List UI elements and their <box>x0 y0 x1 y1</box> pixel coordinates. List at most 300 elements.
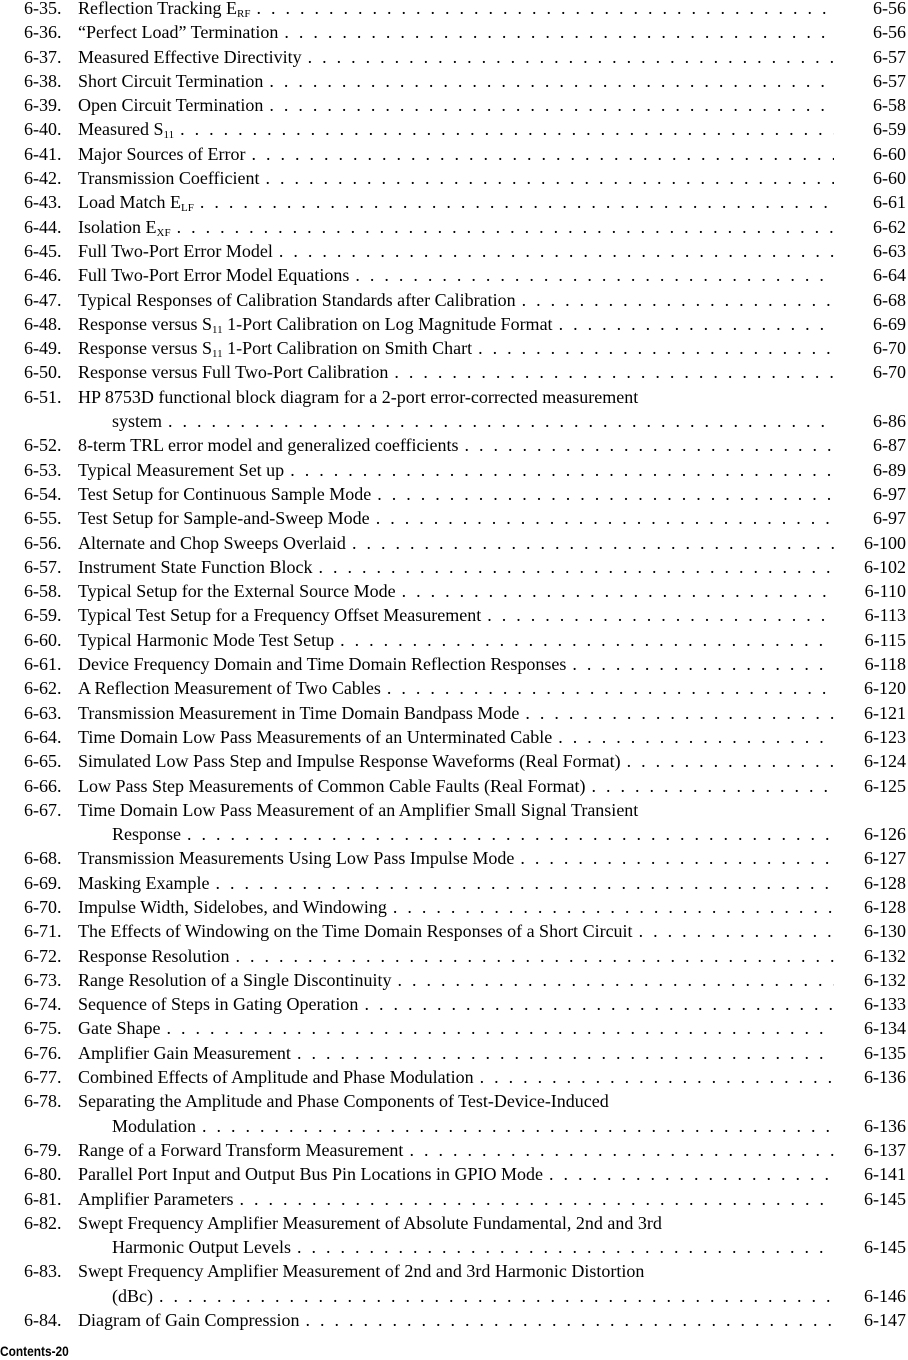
leader-row <box>78 45 908 69</box>
figure-title <box>78 117 180 144</box>
page-number: 6-102 <box>834 555 908 579</box>
dot-leader <box>168 409 834 433</box>
figure-number: 6-76. <box>24 1042 62 1063</box>
dot-leader <box>215 871 834 895</box>
dot-leader <box>318 555 834 579</box>
toc-entry <box>0 798 908 822</box>
dot-leader <box>480 1065 834 1089</box>
toc-entry <box>0 1259 908 1283</box>
dot-leader <box>340 628 834 652</box>
page-number: 6-136 <box>834 1065 908 1089</box>
figure-number: 6-63. <box>24 702 62 723</box>
figure-number: 6-56. <box>24 532 62 553</box>
dot-leader <box>202 1114 834 1138</box>
leader-row <box>112 1114 908 1138</box>
figure-title <box>78 992 364 1016</box>
page-number: 6-145 <box>834 1235 908 1259</box>
title-text: Amplifier Gain Measurement <box>78 1042 291 1063</box>
title-text: Parallel Port Input and Output Bus Pin Locations in GPIO Mode <box>78 1164 543 1185</box>
figure-title <box>78 385 638 409</box>
title-text: 8-term TRL error model and generalized coefficients <box>78 435 459 456</box>
dot-leader <box>572 652 834 676</box>
toc-entry <box>0 968 908 992</box>
toc-entry <box>0 895 908 919</box>
toc-entry-continuation <box>0 409 908 433</box>
figure-number: 6-67. <box>24 799 62 820</box>
title-subscript: XF <box>156 226 171 239</box>
dot-leader <box>377 482 834 506</box>
figure-number: 6-55. <box>24 508 62 529</box>
leader-row <box>112 409 908 433</box>
leader-row <box>112 1235 908 1259</box>
page-number: 6-97 <box>834 482 908 506</box>
title-text: Test Setup for Continuous Sample Mode <box>78 483 372 504</box>
figure-title <box>78 360 394 384</box>
dot-leader <box>409 1138 834 1162</box>
figure-number: 6-45. <box>24 240 62 261</box>
leader-row <box>78 93 908 117</box>
toc-entry <box>0 725 908 749</box>
title-subscript: 11 <box>212 323 223 336</box>
title-text: Swept Frequency Amplifier Measurement of 2nd and 3rd Harmonic Distortion <box>78 1261 645 1282</box>
page-number: 6-123 <box>834 725 908 749</box>
title-subscript: LF <box>180 202 194 215</box>
figure-number: 6-77. <box>24 1067 62 1088</box>
title-text: Low Pass Step Measurements of Common Cable Faults (Real Format) <box>78 775 586 796</box>
page-number: 6-68 <box>834 288 908 312</box>
page-number: 6-127 <box>834 846 908 870</box>
toc-entry <box>0 1138 908 1162</box>
figure-number: 6-62. <box>24 678 62 699</box>
leader-row <box>78 1065 908 1089</box>
toc-entry <box>0 142 908 166</box>
figure-title <box>78 1187 239 1211</box>
figure-title <box>78 263 355 287</box>
page-number: 6-63 <box>834 239 908 263</box>
figure-title <box>78 45 308 69</box>
title-text: Amplifier Parameters <box>78 1188 234 1209</box>
dot-leader <box>269 69 834 93</box>
page-number: 6-60 <box>834 166 908 190</box>
figure-title <box>78 288 522 312</box>
toc-entry-continuation <box>0 1284 908 1308</box>
toc-entry <box>0 20 908 44</box>
figure-number: 6-79. <box>24 1139 62 1160</box>
leader-row <box>78 944 908 968</box>
figure-title <box>78 1211 662 1235</box>
title-text: Typical Responses of Calibration Standards after Calibration <box>78 289 516 310</box>
page-number: 6-86 <box>834 409 908 433</box>
dot-leader <box>266 166 834 190</box>
leader-row <box>78 919 908 943</box>
figure-number: 6-64. <box>24 726 62 747</box>
title-text: Typical Measurement Set up <box>78 459 285 480</box>
page-number: 6-70 <box>834 360 908 384</box>
figure-number: 6-41. <box>24 143 62 164</box>
toc-entry <box>0 871 908 895</box>
figure-number: 6-71. <box>24 921 62 942</box>
dot-leader <box>352 531 834 555</box>
figure-number: 6-59. <box>24 605 62 626</box>
toc-entry <box>0 1065 908 1089</box>
dot-leader <box>177 215 834 242</box>
title-text: “Perfect Load” Termination <box>78 22 279 43</box>
figure-number: 6-37. <box>24 46 62 67</box>
page-number: 6-59 <box>834 117 908 144</box>
figure-number: 6-51. <box>24 386 62 407</box>
leader-row <box>78 263 908 287</box>
toc-entry <box>0 93 908 117</box>
dot-leader <box>394 360 834 384</box>
leader-row <box>112 822 908 846</box>
leader-row <box>78 555 908 579</box>
page-number: 6-128 <box>834 895 908 919</box>
figure-title <box>78 1065 480 1089</box>
toc-entry <box>0 433 908 457</box>
page-number: 6-97 <box>834 506 908 530</box>
figure-number: 6-35. <box>24 0 62 18</box>
leader-row <box>78 846 908 870</box>
leader-row <box>78 312 908 339</box>
title-subscript: RF <box>236 8 251 20</box>
toc-entry <box>0 652 908 676</box>
toc-entry <box>0 1162 908 1186</box>
toc-entry <box>0 1308 908 1332</box>
page-number: 6-70 <box>834 336 908 363</box>
dot-leader <box>397 968 834 992</box>
dot-leader <box>305 1308 834 1332</box>
toc-entry <box>0 846 908 870</box>
title-continuation: (dBc) <box>112 1284 159 1308</box>
dot-leader <box>187 822 834 846</box>
title-text: Response versus Full Two-Port Calibration <box>78 362 389 383</box>
title-text: Transmission Measurements Using Low Pass Impulse Mode <box>78 848 515 869</box>
page-number: 6-62 <box>834 215 908 242</box>
figure-number: 6-50. <box>24 362 62 383</box>
leader-row <box>78 1187 908 1211</box>
toc-entry <box>0 676 908 700</box>
title-text: Range Resolution of a Single Discontinuity <box>78 969 392 990</box>
leader-row <box>78 749 908 773</box>
page-number: 6-64 <box>834 263 908 287</box>
page-number: 6-146 <box>834 1284 908 1308</box>
page-number: 6-56 <box>834 20 908 44</box>
figure-title <box>78 798 638 822</box>
figure-number: 6-82. <box>24 1212 62 1233</box>
figure-number: 6-43. <box>24 192 62 213</box>
dot-leader <box>200 190 834 217</box>
toc-entry <box>0 603 908 627</box>
toc-entry-continuation <box>0 822 908 846</box>
toc-entry <box>0 45 908 69</box>
figure-number: 6-66. <box>24 775 62 796</box>
title-text: Response Resolution <box>78 945 230 966</box>
figure-title <box>78 725 558 749</box>
figure-title <box>78 944 236 968</box>
leader-row <box>78 701 908 725</box>
toc-entry <box>0 482 908 506</box>
page-number: 6-126 <box>834 822 908 846</box>
figure-title <box>78 336 478 363</box>
figure-title <box>78 1041 297 1065</box>
page-number: 6-118 <box>834 652 908 676</box>
toc-entry <box>0 263 908 287</box>
dot-leader <box>180 117 834 144</box>
toc-entry <box>0 166 908 190</box>
dot-leader <box>522 288 834 312</box>
figure-number: 6-69. <box>24 872 62 893</box>
dot-leader <box>251 142 834 166</box>
figure-title <box>78 676 387 700</box>
dot-leader <box>355 263 834 287</box>
toc-entry <box>0 749 908 773</box>
dot-leader <box>478 336 834 363</box>
title-text: Masking Example <box>78 872 210 893</box>
figure-number: 6-54. <box>24 483 62 504</box>
title-text: Isolation E <box>78 216 157 237</box>
title-text: Response versus S <box>78 313 212 334</box>
title-text: Typical Test Setup for a Frequency Offset Measurement <box>78 605 482 626</box>
title-text: Instrument State Function Block <box>78 556 313 577</box>
title-text: Open Circuit Termination <box>78 95 264 116</box>
title-continuation: system <box>112 409 168 433</box>
figure-number: 6-40. <box>24 119 62 140</box>
leader-row <box>78 433 908 457</box>
dot-leader <box>308 45 834 69</box>
dot-leader <box>639 919 834 943</box>
page-number: 6-89 <box>834 458 908 482</box>
page-number: 6-128 <box>834 871 908 895</box>
page-number: 6-134 <box>834 1016 908 1040</box>
figure-title <box>78 190 200 217</box>
title-continuation: Response <box>112 822 187 846</box>
figure-title <box>78 20 284 44</box>
title-subscript: 11 <box>212 348 223 361</box>
figure-title <box>78 1162 549 1186</box>
figure-title <box>78 433 465 457</box>
toc-entry <box>0 190 908 214</box>
leader-row <box>78 1016 908 1040</box>
figure-number: 6-70. <box>24 896 62 917</box>
page-number: 6-120 <box>834 676 908 700</box>
title-text: Measured Effective Directivity <box>78 46 302 67</box>
title-text: Sequence of Steps in Gating Operation <box>78 994 359 1015</box>
toc-entry <box>0 69 908 93</box>
figure-number: 6-58. <box>24 581 62 602</box>
leader-row <box>112 1284 908 1308</box>
page-number: 6-57 <box>834 69 908 93</box>
figure-title <box>78 1138 409 1162</box>
dot-leader <box>364 992 834 1016</box>
title-text: Impulse Width, Sidelobes, and Windowing <box>78 896 387 917</box>
title-text: Diagram of Gain Compression <box>78 1310 300 1331</box>
page-footer: Contents-20 <box>0 1343 69 1359</box>
page-number: 6-87 <box>834 433 908 457</box>
leader-row <box>78 117 908 144</box>
dot-leader <box>559 312 834 339</box>
title-text: Response versus S <box>78 338 212 359</box>
page-number: 6-57 <box>834 45 908 69</box>
toc-entry <box>0 701 908 725</box>
title-text: Time Domain Low Pass Measurements of an Unterminated Cable <box>78 726 553 747</box>
toc-entry <box>0 944 908 968</box>
title-text: Combined Effects of Amplitude and Phase Modulation <box>78 1067 474 1088</box>
leader-row <box>78 1308 908 1332</box>
leader-row <box>78 676 908 700</box>
toc-entry <box>0 628 908 652</box>
title-text: A Reflection Measurement of Two Cables <box>78 678 381 699</box>
toc-entry <box>0 919 908 943</box>
figure-title <box>78 93 269 117</box>
page-number: 6-56 <box>834 0 908 23</box>
figure-number: 6-72. <box>24 945 62 966</box>
figure-title <box>78 458 290 482</box>
figure-number: 6-60. <box>24 629 62 650</box>
figure-title <box>78 701 525 725</box>
figure-title <box>78 506 376 530</box>
title-continuation: Modulation <box>112 1114 202 1138</box>
toc-entry <box>0 312 908 336</box>
leader-row <box>78 336 908 363</box>
leader-row <box>78 190 908 217</box>
title-text: Alternate and Chop Sweeps Overlaid <box>78 532 346 553</box>
dot-leader <box>487 603 834 627</box>
title-text: Load Match E <box>78 192 181 213</box>
title-text: Typical Setup for the External Source Mode <box>78 581 396 602</box>
toc-entry <box>0 215 908 239</box>
dot-leader <box>520 846 834 870</box>
figure-title <box>78 166 266 190</box>
title-text: Swept Frequency Amplifier Measurement of Absolute Fundamental, 2nd and 3rd <box>78 1212 662 1233</box>
page-number: 6-147 <box>834 1308 908 1332</box>
title-text: Typical Harmonic Mode Test Setup <box>78 629 335 650</box>
leader-row <box>78 774 908 798</box>
dot-leader <box>239 1187 834 1211</box>
title-text: Transmission Measurement in Time Domain Bandpass Mode <box>78 702 520 723</box>
leader-row <box>78 288 908 312</box>
toc-entry <box>0 0 908 20</box>
title-text-cont: 1-Port Calibration on Log Magnitude Format <box>222 313 553 334</box>
figure-number: 6-38. <box>24 70 62 91</box>
figure-number: 6-74. <box>24 994 62 1015</box>
figure-number: 6-52. <box>24 435 62 456</box>
figure-number: 6-73. <box>24 969 62 990</box>
figure-title <box>78 69 269 93</box>
page-number: 6-61 <box>834 190 908 217</box>
page-number: 6-100 <box>834 531 908 555</box>
dot-leader <box>297 1235 834 1259</box>
dot-leader <box>591 774 834 798</box>
title-text: Short Circuit Termination <box>78 70 264 91</box>
dot-leader <box>236 944 835 968</box>
figure-title <box>78 531 352 555</box>
figure-title <box>78 239 279 263</box>
title-text: Test Setup for Sample-and-Sweep Mode <box>78 508 370 529</box>
leader-row <box>78 142 908 166</box>
figure-number: 6-46. <box>24 265 62 286</box>
toc-entry <box>0 506 908 530</box>
figure-number: 6-65. <box>24 751 62 772</box>
figure-title <box>78 919 639 943</box>
toc-entry <box>0 774 908 798</box>
page-number: 6-141 <box>834 1162 908 1186</box>
figure-title <box>78 603 487 627</box>
leader-row <box>78 360 908 384</box>
leader-row <box>78 579 908 603</box>
title-text: Time Domain Low Pass Measurement of an Amplifier Small Signal Transient <box>78 799 639 820</box>
figure-title <box>78 312 559 339</box>
leader-row <box>78 725 908 749</box>
title-text: Separating the Amplitude and Phase Components of Test-Device-Induced <box>78 1091 609 1112</box>
page-number: 6-60 <box>834 142 908 166</box>
page-number: 6-121 <box>834 701 908 725</box>
dot-leader <box>279 239 834 263</box>
leader-row <box>78 239 908 263</box>
page-number: 6-136 <box>834 1114 908 1138</box>
toc-entry <box>0 1211 908 1235</box>
figure-title <box>78 142 251 166</box>
figure-number: 6-75. <box>24 1018 62 1039</box>
leader-row <box>78 628 908 652</box>
figure-number: 6-42. <box>24 168 62 189</box>
dot-leader <box>269 93 834 117</box>
title-text: Measured S <box>78 119 164 140</box>
toc-entry <box>0 1187 908 1211</box>
leader-row <box>78 531 908 555</box>
figure-number: 6-83. <box>24 1261 62 1282</box>
leader-row <box>78 215 908 242</box>
title-text: Full Two-Port Error Model <box>78 240 273 261</box>
toc-entry <box>0 458 908 482</box>
title-text: Reflection Tracking E <box>78 0 237 18</box>
page-number: 6-124 <box>834 749 908 773</box>
title-text: Device Frequency Domain and Time Domain Reflection Responses <box>78 654 567 675</box>
toc-entry <box>0 239 908 263</box>
page-number: 6-125 <box>834 774 908 798</box>
toc-entry <box>0 531 908 555</box>
figure-title <box>78 895 393 919</box>
dot-leader <box>393 895 834 919</box>
figure-title <box>78 1308 305 1332</box>
figure-number: 6-80. <box>24 1164 62 1185</box>
title-text: Transmission Coefficient <box>78 168 260 189</box>
title-text-cont: 1-Port Calibration on Smith Chart <box>222 338 473 359</box>
leader-row <box>78 992 908 1016</box>
figure-number: 6-53. <box>24 459 62 480</box>
toc-entry <box>0 1016 908 1040</box>
toc-entry <box>0 288 908 312</box>
toc-entry <box>0 555 908 579</box>
figure-title <box>78 482 377 506</box>
leader-row <box>78 968 908 992</box>
leader-row <box>78 482 908 506</box>
figure-title <box>78 579 402 603</box>
figure-number: 6-61. <box>24 654 62 675</box>
page-number: 6-132 <box>834 968 908 992</box>
leader-row <box>78 1138 908 1162</box>
toc-entry <box>0 360 908 384</box>
page-number: 6-58 <box>834 93 908 117</box>
figure-number: 6-39. <box>24 95 62 116</box>
leader-row <box>78 652 908 676</box>
dot-leader <box>525 701 834 725</box>
dot-leader <box>159 1284 834 1308</box>
leader-row <box>78 20 908 44</box>
figure-title <box>78 652 572 676</box>
figure-number: 6-48. <box>24 313 62 334</box>
figure-title <box>78 749 627 773</box>
page-number: 6-132 <box>834 944 908 968</box>
